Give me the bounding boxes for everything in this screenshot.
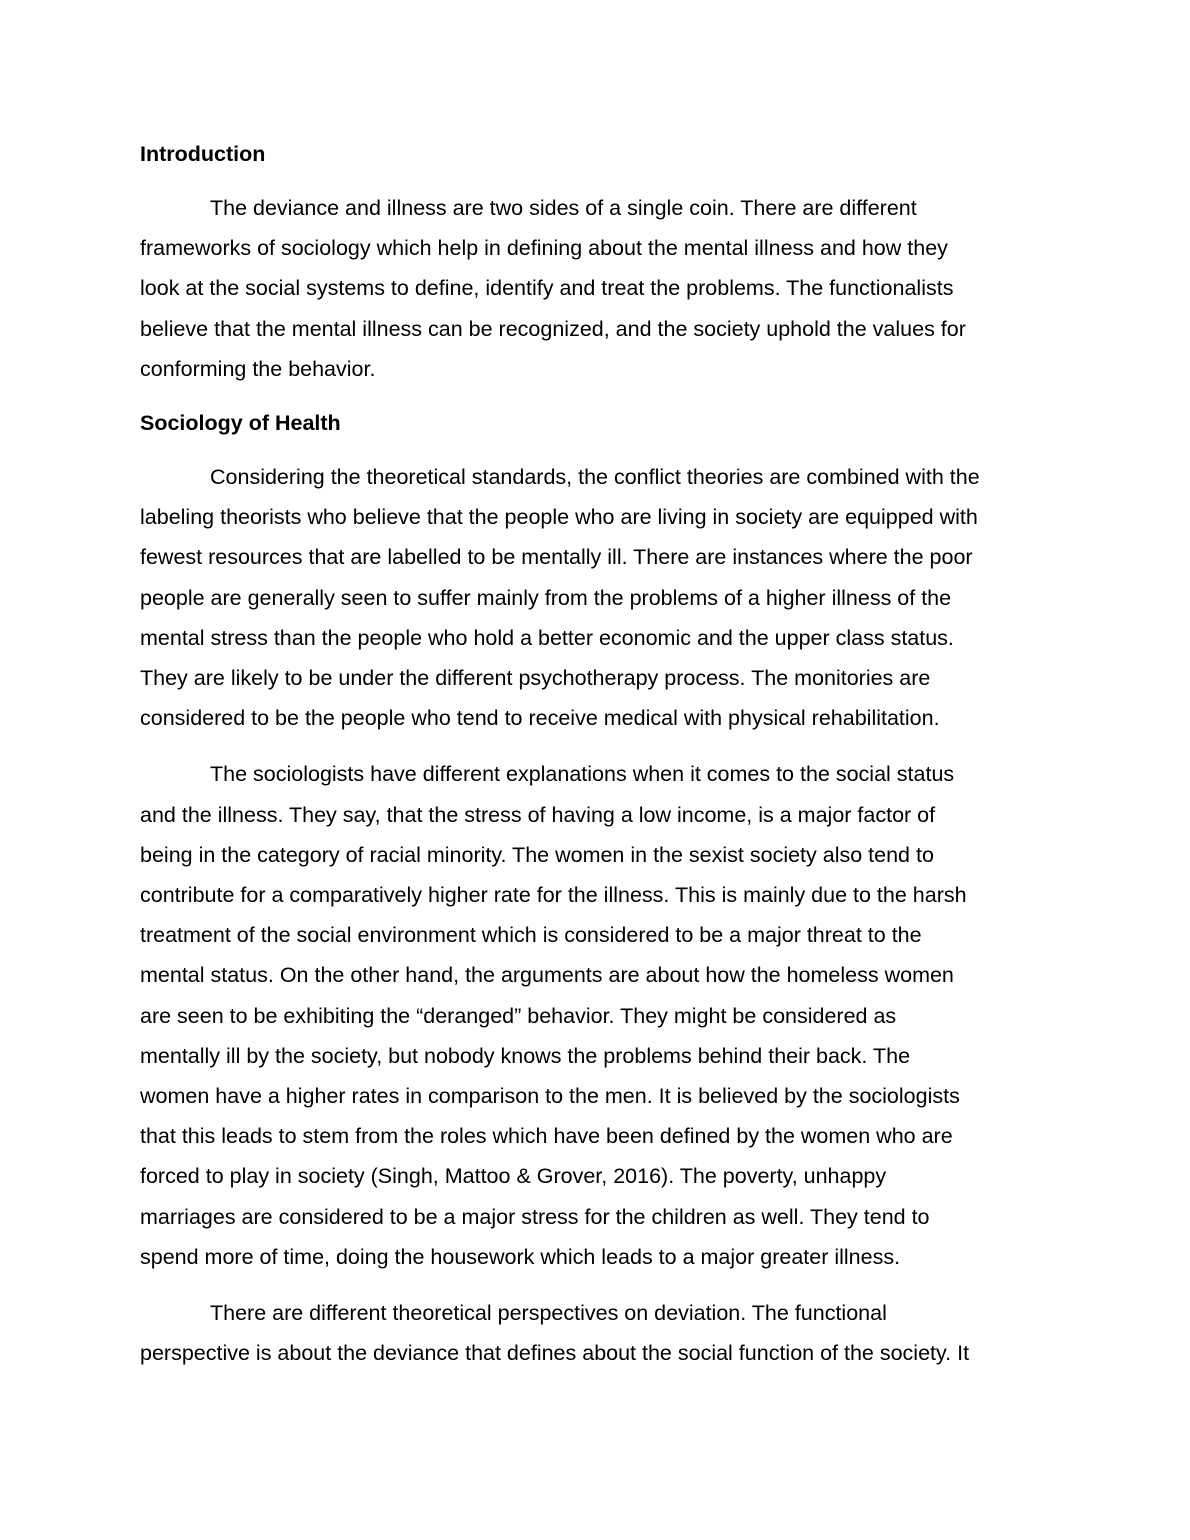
section-heading-introduction: Introduction <box>140 142 266 166</box>
sociology-paragraph-2: The sociologists have different explanations when it comes to the social status and the illness. They say, that the stress of having a low income, is a major factor of being in the category of racial minority. The women in the sexist society also tend to contribute for a comparatively higher rate for the illness. This is mainly due to the harsh treatment of the social environment which is considered to be a major threat to the mental status. On the other hand, the arguments are about how the homeless women are seen to be exhibiting the “deranged” behavior. They might be considered as mentally ill by the society, but nobody knows the problems behind their back. The women have a higher rates in comparison to the men. It is believed by the sociologists that this leads to stem from the roles which have been defined by the women who are forced to play in society (Singh, Mattoo & Grover, 2016). The poverty, unhappy marriages are considered to be a major stress for the children as well. They tend to spend more of time, doing the housework which leads to a major greater illness. <box>140 762 967 1269</box>
sociology-paragraph-1: Considering the theoretical standards, the conflict theories are combined with the labeling theorists who believe that the people who are living in society are equipped with fewest resources that are labelled to be mentally ill. There are instances where the poor people are generally seen to suffer mainly from the problems of a higher illness of the mental stress than the people who hold a better economic and the upper class status. They are likely to be under the different psychotherapy process. The monitories are considered to be the people who tend to receive medical with physical rehabilitation. <box>140 465 980 731</box>
document-page <box>140 136 1052 1389</box>
sociology-paragraph-3: There are different theoretical perspectives on deviation. The functional perspective is about the deviance that defines about the social function of the society. It <box>140 1301 970 1366</box>
introduction-paragraph: The deviance and illness are two sides of a single coin. There are different frameworks of sociology which help in defining about the mental illness and how they look at the social systems to define, identify and treat the problems. The functionalists believe that the mental illness can be recognized, and the society uphold the values for conforming the behavior. <box>140 196 966 381</box>
section-heading-sociology-of-health: Sociology of Health <box>140 411 341 436</box>
